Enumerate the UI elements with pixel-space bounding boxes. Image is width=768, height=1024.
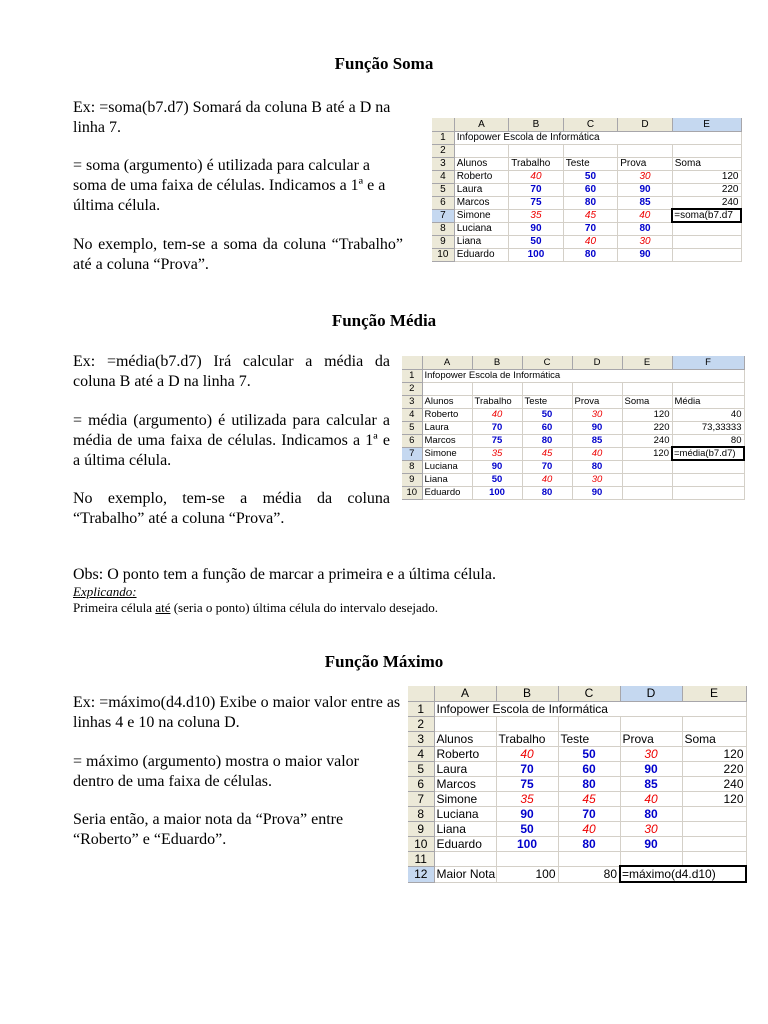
cell[interactable]: [522, 382, 572, 395]
row-number[interactable]: 9: [432, 235, 454, 248]
row-number[interactable]: 5: [432, 183, 454, 196]
cell[interactable]: 45: [558, 791, 620, 806]
header-cell[interactable]: Soma: [682, 731, 746, 746]
cell[interactable]: 220: [672, 183, 741, 196]
maximo-example-text: Ex: =máximo(d4.d10) Exibe o maior valor entre as linhas 4 e 10 na coluna D.: [73, 694, 401, 731]
cell[interactable]: 240: [682, 776, 746, 791]
cell[interactable]: 70: [563, 222, 618, 235]
cell[interactable]: [558, 851, 620, 866]
name-cell[interactable]: Marcos: [422, 434, 472, 447]
row-number[interactable]: 2: [402, 382, 422, 395]
cell[interactable]: 80: [620, 806, 682, 821]
name-cell[interactable]: Luciana: [434, 806, 496, 821]
soma-spreadsheet: [432, 118, 742, 262]
column-header-selected[interactable]: D: [620, 686, 682, 701]
name-cell[interactable]: Maior Nota: [434, 866, 496, 882]
cell[interactable]: 120: [682, 746, 746, 761]
cell[interactable]: 30: [572, 473, 622, 486]
table-row: [402, 460, 744, 473]
cell[interactable]: 30: [618, 235, 673, 248]
cell[interactable]: 90: [618, 248, 673, 261]
cell[interactable]: 50: [522, 408, 572, 421]
corner-cell[interactable]: [432, 118, 454, 131]
cell[interactable]: 50: [558, 746, 620, 761]
soma-example-note: No exemplo, tem-se a soma da coluna “Trabalho” até a coluna “Prova”.: [73, 236, 403, 273]
cell[interactable]: 80: [618, 222, 673, 235]
column-header-row: [432, 118, 741, 131]
row-number[interactable]: 11: [408, 851, 434, 866]
cell[interactable]: 80: [572, 460, 622, 473]
table-row: [408, 806, 746, 821]
name-cell[interactable]: Simone: [422, 447, 472, 460]
cell[interactable]: [496, 716, 558, 731]
obs-detail-end: (seria o ponto) última célula do intervalo desejado.: [170, 600, 438, 615]
cell[interactable]: 30: [620, 821, 682, 836]
row-number[interactable]: 1: [408, 701, 434, 716]
cell[interactable]: 80: [558, 866, 620, 882]
name-cell[interactable]: Eduardo: [422, 486, 472, 499]
cell[interactable]: 80: [522, 486, 572, 499]
cell[interactable]: [622, 473, 672, 486]
row-number[interactable]: 4: [408, 746, 434, 761]
cell[interactable]: [558, 716, 620, 731]
obs-detail: [73, 600, 753, 616]
cell[interactable]: 40: [618, 209, 673, 222]
cell[interactable]: [622, 486, 672, 499]
table-row: [402, 421, 744, 434]
cell[interactable]: 120: [682, 791, 746, 806]
table-row: [408, 701, 746, 716]
table-row: [432, 157, 741, 170]
corner-cell[interactable]: [402, 356, 422, 369]
cell[interactable]: 80: [563, 196, 618, 209]
table-row: [402, 473, 744, 486]
name-cell[interactable]: Luciana: [454, 222, 509, 235]
header-cell[interactable]: Média: [672, 395, 744, 408]
column-header-selected[interactable]: E: [672, 118, 741, 131]
table-row: [432, 196, 741, 209]
name-cell[interactable]: Marcos: [454, 196, 509, 209]
table-row: [408, 746, 746, 761]
table-row: [408, 821, 746, 836]
cell[interactable]: 70: [509, 183, 564, 196]
table-row: [432, 235, 741, 248]
cell[interactable]: 100: [509, 248, 564, 261]
maximo-spreadsheet: [408, 686, 747, 883]
row-number[interactable]: 2: [432, 144, 454, 157]
cell[interactable]: 70: [522, 460, 572, 473]
name-cell[interactable]: Laura: [422, 421, 472, 434]
column-header[interactable]: C: [558, 686, 620, 701]
row-number[interactable]: 7: [408, 791, 434, 806]
cell[interactable]: 80: [558, 776, 620, 791]
column-header[interactable]: C: [522, 356, 572, 369]
cell[interactable]: 35: [496, 791, 558, 806]
cell[interactable]: [672, 248, 741, 261]
name-cell[interactable]: Liana: [454, 235, 509, 248]
row-number[interactable]: 6: [402, 434, 422, 447]
cell[interactable]: 40: [558, 821, 620, 836]
name-cell[interactable]: Laura: [454, 183, 509, 196]
column-header[interactable]: A: [434, 686, 496, 701]
media-example-note: No exemplo, tem-se a média da coluna “Trabalho” até a coluna “Prova”.: [73, 490, 390, 527]
column-header[interactable]: E: [622, 356, 672, 369]
row-number[interactable]: 5: [402, 421, 422, 434]
cell[interactable]: [434, 716, 496, 731]
header-cell[interactable]: Alunos: [454, 157, 509, 170]
cell[interactable]: 75: [472, 434, 522, 447]
cell[interactable]: 90: [472, 460, 522, 473]
soma-title: Função Soma: [334, 54, 434, 73]
cell[interactable]: 35: [472, 447, 522, 460]
cell[interactable]: 35: [509, 209, 564, 222]
cell[interactable]: [622, 382, 672, 395]
row-number[interactable]: 9: [402, 473, 422, 486]
header-cell[interactable]: Alunos: [422, 395, 472, 408]
table-row: [408, 866, 746, 882]
table-row: [432, 144, 741, 157]
cell[interactable]: 240: [622, 434, 672, 447]
maximo-description-text: = máximo (argumento) mostra o maior valor dentro de uma faixa de células.: [73, 753, 359, 790]
row-number[interactable]: 2: [408, 716, 434, 731]
column-header[interactable]: D: [572, 356, 622, 369]
cell[interactable]: 40: [496, 746, 558, 761]
obs-detail-ate: até: [155, 600, 171, 615]
cell[interactable]: 40: [620, 791, 682, 806]
sheet-title-cell[interactable]: Infopower Escola de Informática: [454, 131, 741, 144]
cell[interactable]: 80: [672, 434, 744, 447]
header-cell[interactable]: Teste: [522, 395, 572, 408]
cell[interactable]: [618, 144, 673, 157]
cell[interactable]: 120: [622, 447, 672, 460]
sheet-title-cell[interactable]: Infopower Escola de Informática: [422, 369, 744, 382]
table-row: [402, 486, 744, 499]
cell[interactable]: 40: [672, 408, 744, 421]
name-cell[interactable]: Marcos: [434, 776, 496, 791]
cell[interactable]: [682, 836, 746, 851]
table-row: [408, 776, 746, 791]
cell[interactable]: 60: [558, 761, 620, 776]
explicando-label: Explicando:: [73, 584, 137, 599]
column-header[interactable]: A: [422, 356, 472, 369]
cell[interactable]: [563, 144, 618, 157]
table-row: [432, 183, 741, 196]
cell[interactable]: 50: [509, 235, 564, 248]
formula-cell[interactable]: =média(b7.d7): [672, 447, 744, 460]
media-title: Função Média: [331, 311, 437, 330]
table-row: [432, 248, 741, 261]
cell[interactable]: 90: [620, 761, 682, 776]
row-number[interactable]: 8: [432, 222, 454, 235]
formula-cell[interactable]: =soma(b7.d7: [672, 209, 741, 222]
table-row: [408, 716, 746, 731]
corner-cell[interactable]: [408, 686, 434, 701]
header-cell[interactable]: Trabalho: [496, 731, 558, 746]
name-cell[interactable]: Simone: [454, 209, 509, 222]
header-cell[interactable]: Soma: [672, 157, 741, 170]
table-row: [408, 836, 746, 851]
cell[interactable]: 90: [620, 836, 682, 851]
row-number[interactable]: 6: [408, 776, 434, 791]
name-cell[interactable]: Roberto: [454, 170, 509, 183]
header-cell[interactable]: Prova: [618, 157, 673, 170]
table-row: [402, 395, 744, 408]
table-row: [408, 731, 746, 746]
cell[interactable]: 80: [522, 434, 572, 447]
header-cell[interactable]: Soma: [622, 395, 672, 408]
cell[interactable]: [620, 716, 682, 731]
column-header[interactable]: D: [618, 118, 673, 131]
cell[interactable]: 120: [622, 408, 672, 421]
obs-detail-start: Primeira célula: [73, 600, 156, 615]
name-cell[interactable]: Luciana: [422, 460, 472, 473]
cell[interactable]: 220: [622, 421, 672, 434]
cell[interactable]: [672, 486, 744, 499]
cell[interactable]: 50: [563, 170, 618, 183]
cell[interactable]: [509, 144, 564, 157]
name-cell[interactable]: Liana: [422, 473, 472, 486]
cell[interactable]: 40: [563, 235, 618, 248]
header-cell[interactable]: Teste: [558, 731, 620, 746]
media-spreadsheet: [402, 356, 745, 500]
row-number[interactable]: 1: [432, 131, 454, 144]
cell[interactable]: [672, 235, 741, 248]
cell[interactable]: [672, 460, 744, 473]
cell[interactable]: 30: [572, 408, 622, 421]
cell[interactable]: 70: [558, 806, 620, 821]
table-row: [402, 382, 744, 395]
cell[interactable]: [472, 382, 522, 395]
cell[interactable]: [620, 851, 682, 866]
name-cell[interactable]: Roberto: [422, 408, 472, 421]
table-row: [402, 408, 744, 421]
cell[interactable]: 75: [509, 196, 564, 209]
name-cell[interactable]: Laura: [434, 761, 496, 776]
row-number[interactable]: 3: [402, 395, 422, 408]
cell[interactable]: 90: [572, 486, 622, 499]
cell[interactable]: [434, 851, 496, 866]
row-number[interactable]: 10: [402, 486, 422, 499]
cell[interactable]: 40: [572, 447, 622, 460]
row-number[interactable]: 10: [432, 248, 454, 261]
table-row: [408, 791, 746, 806]
cell[interactable]: 60: [522, 421, 572, 434]
soma-example-text: Ex: =soma(b7.d7) Somará da coluna B até a D na linha 7.: [73, 99, 391, 136]
cell[interactable]: 60: [563, 183, 618, 196]
sheet-title-cell[interactable]: Infopower Escola de Informática: [434, 701, 746, 716]
cell[interactable]: 100: [496, 866, 558, 882]
row-number[interactable]: 4: [402, 408, 422, 421]
cell[interactable]: 85: [618, 196, 673, 209]
cell[interactable]: 45: [563, 209, 618, 222]
cell[interactable]: [422, 382, 472, 395]
cell[interactable]: 45: [522, 447, 572, 460]
obs-text: Obs: O ponto tem a função de marcar a primeira e a última célula.: [73, 566, 496, 583]
header-cell[interactable]: Prova: [620, 731, 682, 746]
row-number[interactable]: 9: [408, 821, 434, 836]
column-header[interactable]: B: [496, 686, 558, 701]
maximo-title: Função Máximo: [324, 652, 444, 671]
name-cell[interactable]: Eduardo: [454, 248, 509, 261]
cell[interactable]: 40: [509, 170, 564, 183]
soma-description-text: = soma (argumento) é utilizada para calcular a soma de uma faixa de células. Indicamos a 1ª e a última célula.: [73, 157, 386, 214]
table-row: [402, 369, 744, 382]
table-row: [432, 131, 741, 144]
header-cell[interactable]: Alunos: [434, 731, 496, 746]
table-row: [432, 170, 741, 183]
column-header[interactable]: B: [509, 118, 564, 131]
cell[interactable]: [682, 851, 746, 866]
row-number[interactable]: 10: [408, 836, 434, 851]
cell[interactable]: 73,33333: [672, 421, 744, 434]
cell[interactable]: 240: [672, 196, 741, 209]
cell[interactable]: [572, 382, 622, 395]
cell[interactable]: 90: [496, 806, 558, 821]
cell[interactable]: 100: [472, 486, 522, 499]
cell[interactable]: 40: [472, 408, 522, 421]
column-header[interactable]: C: [563, 118, 618, 131]
media-example-text: Ex: =média(b7.d7) Irá calcular a média da coluna B até a D na linha 7.: [73, 353, 390, 390]
table-row: [432, 222, 741, 235]
header-cell[interactable]: Teste: [563, 157, 618, 170]
cell[interactable]: 30: [618, 170, 673, 183]
column-header-row: [402, 356, 744, 369]
header-cell[interactable]: Trabalho: [472, 395, 522, 408]
cell[interactable]: 120: [672, 170, 741, 183]
cell[interactable]: [682, 821, 746, 836]
cell[interactable]: 50: [496, 821, 558, 836]
column-header-selected[interactable]: F: [672, 356, 744, 369]
cell[interactable]: [622, 460, 672, 473]
media-description-text: = média (argumento) é utilizada para calcular a média de uma faixa de células. Indicamos a 1ª e a última célula.: [73, 412, 390, 469]
table-row: [408, 761, 746, 776]
column-header-row: [408, 686, 746, 701]
cell[interactable]: [496, 851, 558, 866]
header-cell[interactable]: Trabalho: [509, 157, 564, 170]
formula-cell[interactable]: =máximo(d4.d10): [620, 866, 746, 882]
cell[interactable]: [682, 806, 746, 821]
cell[interactable]: 85: [620, 776, 682, 791]
cell[interactable]: [672, 144, 741, 157]
cell[interactable]: 85: [572, 434, 622, 447]
cell[interactable]: 90: [509, 222, 564, 235]
column-header[interactable]: B: [472, 356, 522, 369]
row-number[interactable]: 8: [408, 806, 434, 821]
maximo-example-note: Seria então, a maior nota da “Prova” entre “Roberto” e “Eduardo”.: [73, 811, 344, 848]
header-cell[interactable]: Prova: [572, 395, 622, 408]
table-row: [432, 209, 741, 222]
cell[interactable]: 75: [496, 776, 558, 791]
cell[interactable]: 70: [472, 421, 522, 434]
cell[interactable]: 90: [572, 421, 622, 434]
cell[interactable]: [672, 222, 741, 235]
cell[interactable]: 70: [496, 761, 558, 776]
name-cell[interactable]: Simone: [434, 791, 496, 806]
row-number[interactable]: 1: [402, 369, 422, 382]
table-row: [402, 434, 744, 447]
cell[interactable]: 100: [496, 836, 558, 851]
cell[interactable]: 50: [472, 473, 522, 486]
cell[interactable]: 80: [558, 836, 620, 851]
name-cell[interactable]: Eduardo: [434, 836, 496, 851]
column-header[interactable]: A: [454, 118, 509, 131]
row-number[interactable]: 3: [432, 157, 454, 170]
cell[interactable]: 80: [563, 248, 618, 261]
table-row: [402, 447, 744, 460]
cell[interactable]: [454, 144, 509, 157]
column-header[interactable]: E: [682, 686, 746, 701]
cell[interactable]: [672, 382, 744, 395]
row-number[interactable]: 4: [432, 170, 454, 183]
row-number-selected[interactable]: 7: [432, 209, 454, 222]
row-number-selected[interactable]: 12: [408, 866, 434, 882]
row-number[interactable]: 5: [408, 761, 434, 776]
name-cell[interactable]: Liana: [434, 821, 496, 836]
row-number[interactable]: 8: [402, 460, 422, 473]
cell[interactable]: 40: [522, 473, 572, 486]
cell[interactable]: 30: [620, 746, 682, 761]
table-row: [408, 851, 746, 866]
name-cell[interactable]: Roberto: [434, 746, 496, 761]
row-number-selected[interactable]: 7: [402, 447, 422, 460]
cell[interactable]: 90: [618, 183, 673, 196]
cell[interactable]: [672, 473, 744, 486]
cell[interactable]: [682, 716, 746, 731]
cell[interactable]: 220: [682, 761, 746, 776]
row-number[interactable]: 3: [408, 731, 434, 746]
row-number[interactable]: 6: [432, 196, 454, 209]
